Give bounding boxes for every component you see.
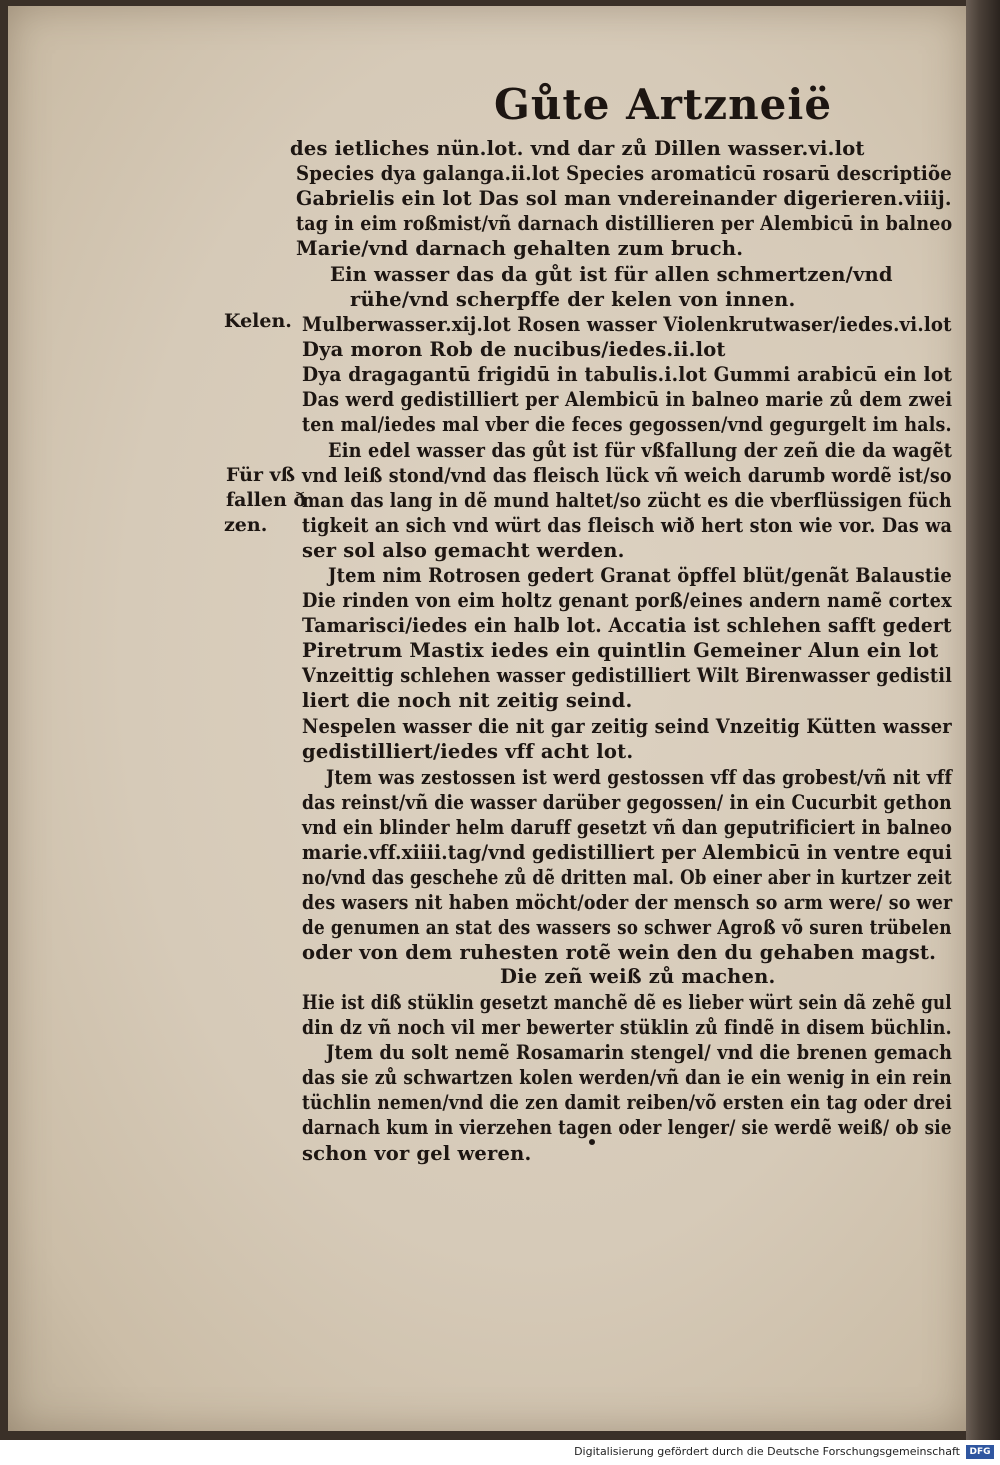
text-line: gedistilliert/iedes vff acht lot. — [302, 740, 634, 763]
text-line: Ein edel wasser das gůt ist für vßfallung der zeñ die da wagẽt — [328, 439, 953, 462]
text-line: man das lang in dẽ mund haltet/so zücht es die vberflüssigen füch — [302, 489, 952, 512]
section-heading: Die zeñ weiß zů machen. — [500, 965, 776, 988]
dfg-logo-icon: DFG — [966, 1445, 994, 1459]
text-line: Jtem nim Rotrosen gedert Granat öpffel blüt/genãt Balaustie — [328, 564, 952, 587]
text-line: das reinst/vñ die wasser darüber gegossen/ in ein Cucurbit gethon — [302, 791, 952, 814]
text-line: Ein wasser das da gůt ist für allen schmertzen/vnd — [330, 263, 893, 286]
text-line: de genumen an stat des wassers so schwer Agroß võ suren trübelen — [302, 916, 952, 939]
margin-note-fuer-vss: Für vß — [226, 464, 296, 486]
text-line: liert die noch nit zeitig seind. — [302, 689, 633, 712]
text-line: das sie zů schwartzen kolen werden/vñ dan ie ein wenig in ein rein — [302, 1066, 952, 1089]
text-line: Mulberwasser.xij.lot Rosen wasser Violenkrutwaser/iedes.vi.lot — [302, 313, 952, 336]
margin-note-kelen: Kelen. — [224, 310, 292, 332]
text-line: tag in eim roßmist/vñ darnach distillieren per Alembicū in balneo — [296, 212, 953, 235]
text-line: Species dya galanga.ii.lot Species aromaticū rosarū descriptiõe — [296, 162, 952, 185]
text-line: no/vnd das geschehe zů dẽ dritten mal. Ob einer aber in kurtzer zeit — [302, 866, 952, 889]
book-gutter — [966, 0, 1000, 1440]
footer-bar — [0, 1440, 1000, 1465]
text-line: din dz vñ noch vil mer bewerter stüklin zů findẽ in disem büchlin. — [302, 1016, 952, 1039]
text-line: Tamarisci/iedes ein halb lot. Accatia ist schlehen safft gedert — [302, 614, 952, 637]
text-line: des wasers nit haben möcht/oder der mensch so arm were/ so wer — [302, 891, 953, 914]
text-line: Vnzeittig schlehen wasser gedistilliert Wilt Birenwasser gedistil — [302, 664, 953, 687]
text-line: rühe/vnd scherpffe der kelen von innen. — [350, 288, 796, 311]
margin-note-zen: zen. — [224, 514, 268, 536]
book-page — [8, 6, 966, 1431]
text-line: tüchlin nemen/vnd die zen damit reiben/võ ersten ein tag oder drei — [302, 1091, 953, 1114]
margin-note-fallen: fallen ð — [226, 489, 307, 511]
funding-credit: Digitalisierung gefördert durch die Deutsche Forschungsgemeinschaft — [574, 1445, 960, 1458]
text-line: Nespelen wasser die nit gar zeitig seind Vnzeitig Kütten wasser — [302, 715, 952, 738]
ink-dot — [589, 1139, 595, 1145]
text-line: Marie/vnd darnach gehalten zum bruch. — [296, 237, 744, 260]
text-line: des ietliches nün.lot. vnd dar zů Dillen wasser.vi.lot — [290, 137, 865, 160]
text-line: schon vor gel weren. — [302, 1142, 532, 1165]
text-line: darnach kum in vierzehen tagen oder lenger/ sie werdẽ weiß/ ob sie — [302, 1116, 952, 1139]
text-line: Hie ist diß stüklin gesetzt manchẽ dẽ es lieber würt sein dã zehẽ gul — [302, 991, 952, 1014]
text-line: Gabrielis ein lot Das sol man vndereinander digerieren.viiij. — [296, 187, 952, 210]
text-line: tigkeit an sich vnd würt das fleisch wið hert ston wie vor. Das wa — [302, 514, 953, 537]
text-line: Dya moron Rob de nucibus/iedes.ii.lot — [302, 338, 726, 361]
text-line: Dya dragagantū frigidū in tabulis.i.lot Gummi arabicū ein lot — [302, 363, 953, 386]
text-line: Die rinden von eim holtz genant porß/eines andern namẽ cortex — [302, 589, 952, 612]
text-line: oder von dem ruhesten rotẽ wein den du gehaben magst. — [302, 941, 937, 964]
text-line: Jtem du solt nemẽ Rosamarin stengel/ vnd die brenen gemach — [326, 1041, 953, 1064]
text-line: ten mal/iedes mal vber die feces gegossen/vnd gegurgelt im hals. — [302, 413, 952, 436]
text-line: ser sol also gemacht werden. — [302, 539, 625, 562]
text-line: marie.vff.xiiii.tag/vnd gedistilliert per Alembicū in ventre equi — [302, 841, 953, 864]
text-line: vnd ein blinder helm daruff gesetzt vñ dan geputrificiert in balneo — [302, 816, 953, 839]
text-line: vnd leiß stond/vnd das fleisch lück vñ weich darumb wordẽ ist/so — [302, 464, 952, 487]
text-line: Das werd gedistilliert per Alembicū in balneo marie zů dem zwei — [302, 388, 953, 411]
text-line: Jtem was zestossen ist werd gestossen vff das grobest/vñ nit vff — [326, 766, 953, 789]
text-line: Piretrum Mastix iedes ein quintlin Gemeiner Alun ein lot — [302, 639, 939, 662]
running-head: Gůte Artzneië — [494, 80, 833, 129]
